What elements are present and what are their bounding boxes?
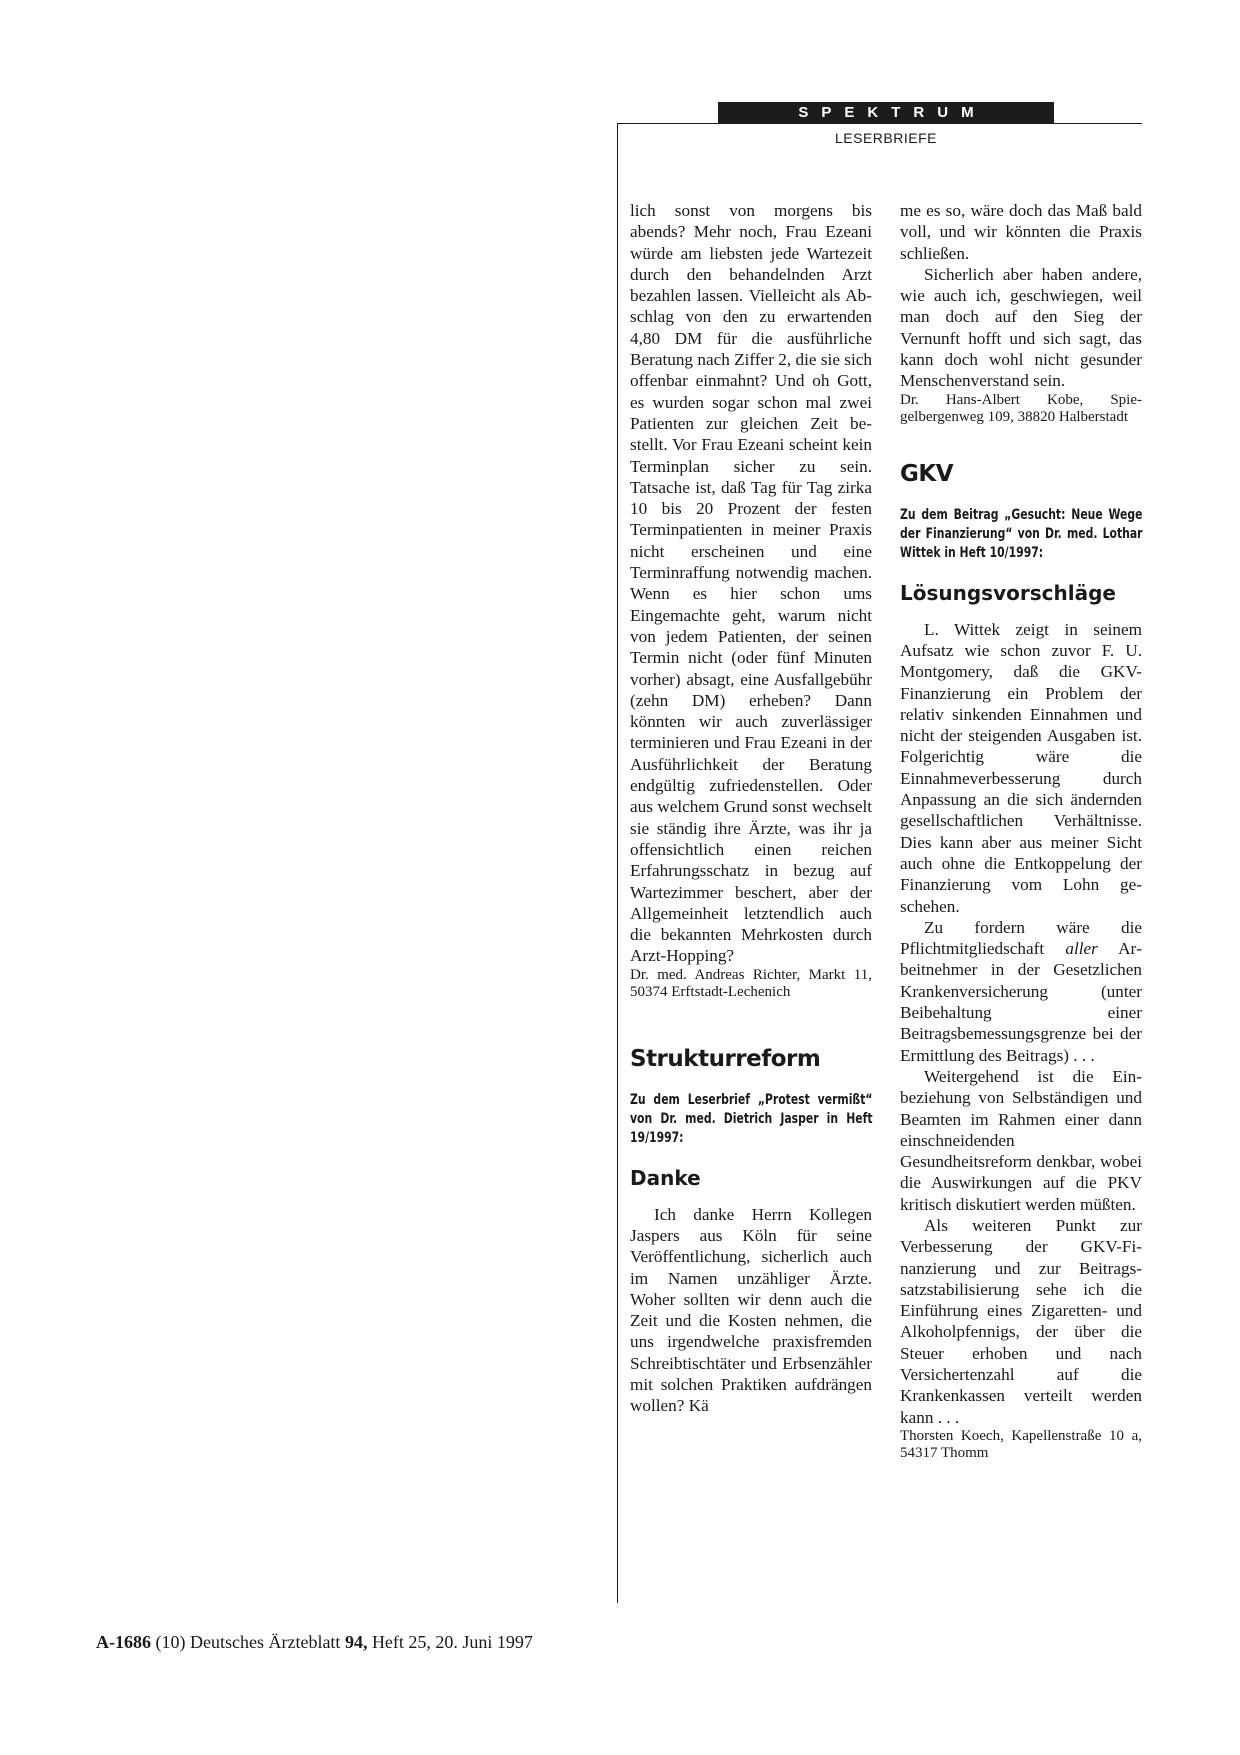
text-column-right [900,200,1142,1462]
letter-signature: Thorsten Koech, Kapellenstraße 10 a, 54317 Thomm [900,1427,1142,1461]
topic-intro: Zu dem Leserbrief „Protest vermißt“ von Dr. med. Dietrich Jasper in Heft 19/1997: [630,1091,873,1146]
page-code: A-1686 [96,1632,151,1652]
letter-body: lich sonst von morgens bis abends? Mehr noch, Frau Ezeani würde am liebsten jede Wartezeit durch den behandelnden Arzt bezahlen lassen. Vielleicht als Abschlag von den zu erwartenden 4,80 DM für die ausführliche Beratung nach Ziffer 2, die sie sich offenbar einmahnt? Und oh Gott, es wurden sogar schon mal zwei Patienten zur gleichen Zeit bestellt. Vor Frau Ezeani scheint kein Terminplan sicher zu sein. Tatsache ist, daß Tag für Tag zirka 10 bis 20 Prozent der festen Terminpatienten in meiner Praxis nicht erscheinen und eine Terminraffung notwendig machen. Wenn es hier schon ums Eingemachte geht, warum nicht von jedem Patienten, der seinen Termin nicht (oder fünf Minuten vorher) absagt, eine Ausfallgebühr (zehn DM) erheben? Dann könnten wir auch zuverlässiger terminieren und Frau Ezeani in der Ausführlichkeit der Beratung endgültig zufriedenstellen. Oder aus welchem Grund sonst wechselt sie ständig ihre Ärzte, was ihr ja offensichtlich einen reichen Erfahrungsschatz in bezug auf Wartezimmer beschert, aber der Allgemeinheit letztendlich auch die bekannten Mehrkosten durch Arzt-Hopping? [630,201,872,966]
emphasis-text: aller [1065,939,1098,959]
topic-heading: Strukturreform [630,1045,821,1072]
letter-text: Zu fordern wäre die Pflichtmitgliedschaft [900,917,1142,959]
section-subtitle: LESERBRIEFE [835,130,937,146]
topic-heading: GKV [900,460,954,487]
letter-body: L. Wittek zeigt in seinem Aufsatz wie schon zuvor F. U. Montgomery, daß die GKV-Finanzierung ein Problem der relativ sinkenden Einnahmen und nicht der steigenden Ausgaben ist. Folgerichtig wäre die Einnahmeverbesserung durch Anpassung an die sich ändernden gesellschaftlichen Verhältnisse. Dies kann aber aus meiner Sicht auch ohne die Entkoppelung der Finanzierung vom Lohn geschehen. [900,619,1142,916]
journal-name: (10) Deutsches Ärzteblatt [155,1632,341,1652]
letter-signature: Dr. Hans-Albert Kobe, Spiegelbergenweg 109, 38820 Halberstadt [900,391,1142,425]
letter-title: Lösungsvorschläge [900,580,1116,605]
column-rule [617,123,618,1603]
section-banner: SPEKTRUM [718,102,1054,124]
letter-signature: Dr. med. Andreas Richter, Markt 11, 50374 Erftstadt-Lechenich [630,966,872,1000]
page-footer [96,1632,533,1653]
letter-text: Arbeitnehmer in der Gesetzlichen Krankenversicherung (unter Beibehaltung einer Beitragsbemessungsgrenze bei der Ermittlung des Beitrags) . . . [900,939,1143,1065]
text-column-left [630,200,872,1417]
letter-body [900,917,1142,1066]
header-rule [618,123,1142,124]
letter-body: Sicherlich aber haben andere, wie auch ich, geschwiegen, weil man doch auf den Sieg der Vernunft hofft und sich sagt, das kann doch wohl nicht gesunder Menschenverstand sein. [900,264,1142,391]
issue-date: Heft 25, 20. Juni 1997 [371,1632,533,1652]
letter-body: Weitergehend ist die Einbeziehung von Selbständigen und Beamten im Rahmen einer dann einschneidenden Gesundheitsreform denkbar, wobei die Auswirkungen auf die PKV kritisch diskutiert werden müßten. [900,1066,1142,1214]
letter-body: me es so, wäre doch das Maß bald voll, und wir könnten die Praxis schließen. [900,201,1142,263]
volume-number: 94, [344,1632,368,1652]
letter-title: Danke [630,1165,701,1190]
letter-body: Als weiteren Punkt zur Verbesserung der GKV-Finanzierung und zur Beitragssatzstabilisierung sehe ich die Einführung eines Zigaretten- und Alkoholpfennigs, der über die Steuer erhoben und nach Versichertenzahl auf die Krankenkassen verteilt werden kann . . . [900,1215,1142,1427]
topic-intro: Zu dem Beitrag „Gesucht: Neue Wege der Finanzierung“ von Dr. med. Lothar Wittek in Heft 10/1997: [900,506,1143,561]
letter-body: Ich danke Herrn Kollegen Jaspers aus Köln für seine Veröffentlichung, sicherlich auch im Namen unzähliger Ärzte. Woher sollten wir denn auch die Zeit und die Kosten nehmen, die uns irgendwelche praxisfremden Schreibtischtäter und Erbsenzähler mit solchen Praktiken aufdrängen wollen? Kä [630,1204,872,1416]
